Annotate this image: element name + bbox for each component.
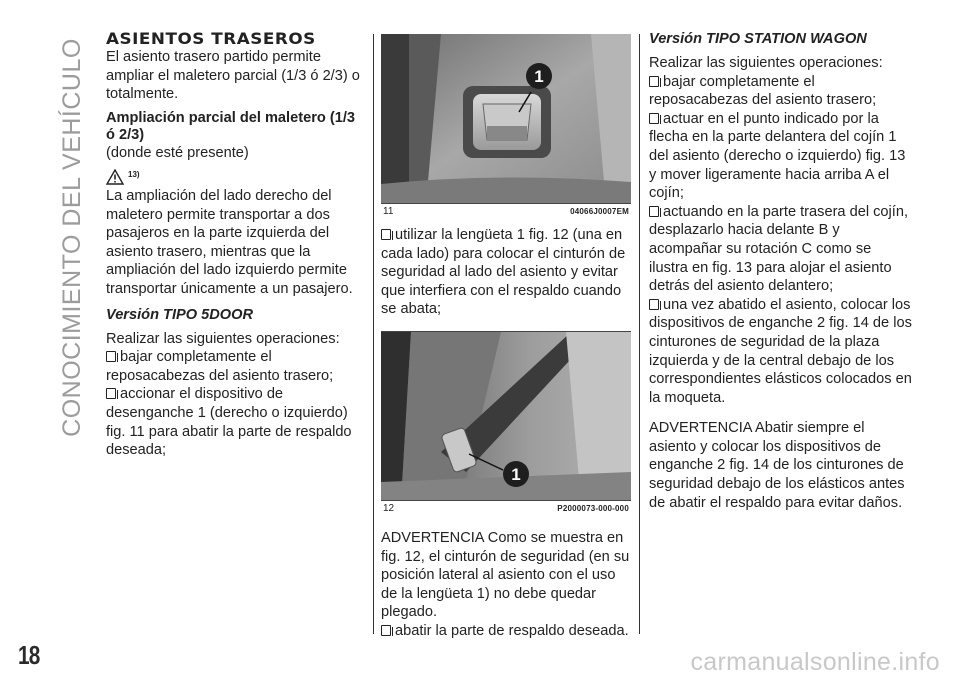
figure-number: 12 <box>383 503 395 515</box>
warning-triangle-icon <box>106 169 124 185</box>
column-1 <box>106 30 364 460</box>
subsection-title: Ampliación parcial del maletero (1/3 ó 2/3) <box>106 109 355 143</box>
bullet-item <box>106 348 364 385</box>
bullet-box-icon <box>649 299 659 310</box>
bullet-box-icon <box>649 206 659 217</box>
figure-code: 04066J0007EM <box>570 207 629 217</box>
bullet-text: actuando en la parte trasera del cojín, desplazarlo hacia delante B y acompañar su rotación C como se ilustra en fig. 13 para alojar el asiento detrás del asiento delantero; <box>649 203 909 295</box>
column-divider-right <box>639 34 640 634</box>
column-2 <box>381 34 631 641</box>
bullet-text: actuar en el punto indicado por la flecha en la parte delantera del cojín 1 del asiento (derecho o izquierdo) fig. 13 y mover ligeramente hacia arriba A el cojín; <box>649 110 906 202</box>
advertencia-paragraph: ADVERTENCIA Como se muestra en fig. 12, el cinturón de seguridad (en su posición lateral al asiento con el uso de la lengüeta 1) no debe quedar plegado. <box>381 529 630 621</box>
figure-11-callout: 1 <box>534 67 544 86</box>
bullet-item <box>106 385 364 459</box>
bullet-box-icon <box>649 113 659 124</box>
column-divider-left <box>373 34 374 634</box>
subsection-note: (donde esté presente) <box>106 144 249 161</box>
version-title-5door: Versión TIPO 5DOOR <box>106 306 254 323</box>
figure-11-caption <box>381 204 631 218</box>
figure-number: 11 <box>383 206 394 218</box>
advertencia-paragraph: ADVERTENCIA Abatir siempre el asiento y colocar los dispositivos de enganche 2 fig. 14 de los cinturones de seguridad debajo de los elásticos antes de abatir el respaldo para evitar daños. <box>649 420 905 511</box>
bullet-box-icon <box>649 76 659 87</box>
intro-paragraph: El asiento trasero partido permite ampliar el maletero parcial (1/3 ó 2/3) o totalmente. <box>106 49 360 103</box>
watermark: carmanualsonline.info <box>690 648 940 676</box>
bullet-item <box>649 296 913 408</box>
seat-release-lever-illustration <box>381 34 631 204</box>
bullet-item <box>649 73 913 110</box>
bullet-box-icon <box>106 388 116 399</box>
figure-11 <box>381 34 631 218</box>
column-3 <box>649 30 913 512</box>
bullet-box-icon <box>106 351 116 362</box>
bullet-item <box>649 203 913 296</box>
figure-12-callout: 1 <box>511 464 521 484</box>
version-title-station-wagon: Versión TIPO STATION WAGON <box>649 31 867 47</box>
bullet-text: bajar completamente el reposacabezas del asiento trasero; <box>106 349 334 384</box>
operations-intro: Realizar las siguientes operaciones: <box>106 330 340 347</box>
bullet-text: bajar completamente el reposacabezas del asiento trasero; <box>649 73 877 109</box>
bullet-box-icon <box>381 229 391 240</box>
figure-11-image <box>381 34 631 204</box>
warning-reference <box>106 166 364 185</box>
bullet-box-icon <box>381 625 391 636</box>
bullet-text: una vez abatido el asiento, colocar los dispositivos de enganche 2 fig. 14 de los cinturones de seguridad de la plaza izquierda y de la central debajo de los correspondientes elásticos colocados en la moqueta. <box>649 296 912 406</box>
page-number: 18 <box>18 640 40 670</box>
bullet-text: abatir la parte de respaldo deseada. <box>395 622 629 639</box>
section-title: ASIENTOS TRASEROS <box>106 29 316 48</box>
side-chapter-title <box>52 32 92 442</box>
ampliacion-paragraph: La ampliación del lado derecho del maletero permite transportar a dos pasajeros en la parte izquierda del asiento trasero, mientras que la ampliación del lado izquierdo permite transportar únicamente a un pasajero. <box>106 187 353 297</box>
seatbelt-tab-illustration <box>381 332 631 501</box>
figure-12-image <box>381 331 631 501</box>
side-chapter-title-text: CONOCIMIENTO DEL VEHÍCULO <box>57 37 86 437</box>
bullet-text: accionar el dispositivo de desenganche 1 (derecho o izquierdo) fig. 11 para abatir la parte de respaldo deseada; <box>106 386 352 459</box>
bullet-item <box>381 226 631 319</box>
warning-reference-number: 13) <box>128 170 140 180</box>
bullet-item <box>649 110 913 203</box>
bullet-text: utilizar la lengüeta 1 fig. 12 (una en cada lado) para colocar el cinturón de seguridad al lado del asiento y evitar que interfiera con el respaldo cuando se abata; <box>381 227 626 318</box>
bullet-item <box>381 622 631 641</box>
figure-code: P2000073-000-000 <box>557 504 629 514</box>
figure-12 <box>381 331 631 515</box>
operations-intro: Realizar las siguientes operaciones: <box>649 55 883 71</box>
figure-12-caption <box>381 501 631 515</box>
